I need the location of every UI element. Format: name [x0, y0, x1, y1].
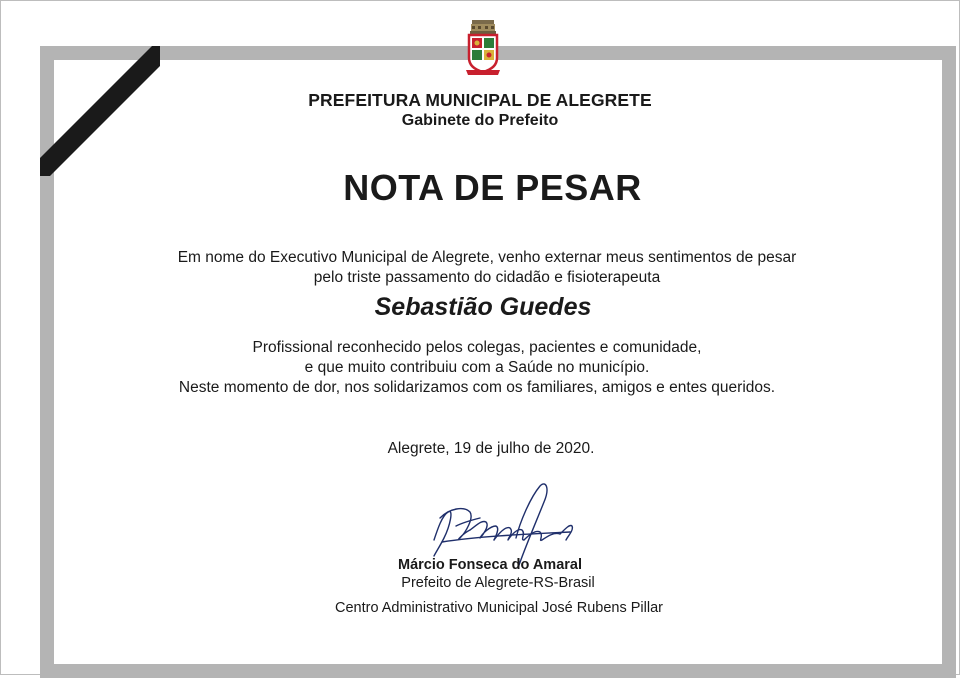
signer-name: Márcio Fonseca do Amaral	[398, 557, 582, 573]
intro-paragraph	[0, 248, 960, 288]
administrative-center: Centro Administrativo Municipal José Rubens Pillar	[334, 600, 663, 616]
tribute-line: Profissional reconhecido pelos colegas, pacientes e comunidade,	[252, 339, 702, 356]
signer-title: Prefeito de Alegrete-RS-Brasil	[401, 575, 595, 591]
office-name: Gabinete do Prefeito	[401, 112, 559, 129]
organization-name: PREFEITURA MUNICIPAL DE ALEGRETE	[308, 90, 652, 110]
tribute-paragraph	[0, 338, 954, 398]
tribute-line: e que muito contribuiu com a Saúde no município.	[304, 359, 650, 376]
honoree-name: Sebastião Guedes	[374, 293, 592, 321]
page-title: NOTA DE PESAR	[343, 167, 642, 208]
mourning-ribbon	[40, 46, 160, 176]
date-line: Alegrete, 19 de julho de 2020.	[387, 440, 595, 457]
tribute-line: Neste momento de dor, nos solidarizamos com os familiares, amigos e entes queridos.	[178, 379, 776, 396]
intro-line: pelo triste passamento do cidadão e fisioterapeuta	[313, 269, 661, 286]
intro-line: Em nome do Executivo Municipal de Alegrete, venho externar meus sentimentos de pesar	[177, 249, 797, 266]
municipal-coat-of-arms	[463, 18, 503, 80]
